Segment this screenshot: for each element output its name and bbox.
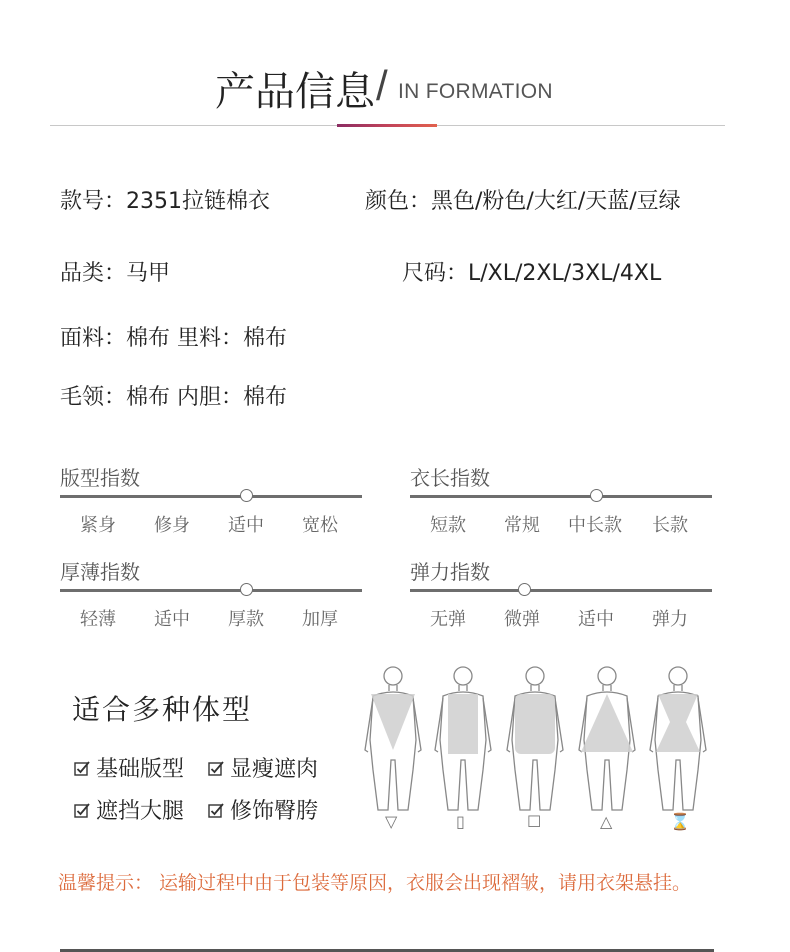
feature-item: [74, 794, 184, 825]
feature-item: [208, 794, 318, 825]
title-slash: /: [376, 62, 388, 109]
body-types-title: 适合多种体型: [72, 693, 253, 726]
info-fabric: 面料：棉布 里料：棉布: [60, 326, 287, 351]
page-title: 产品信息: [215, 69, 375, 115]
shape-symbol: ▯: [456, 812, 465, 831]
body-figure-inverted-triangle: [365, 667, 421, 810]
scale-indicator: [590, 489, 603, 502]
body-figure-round: [507, 667, 563, 810]
checkbox-icon: [208, 802, 224, 818]
scale-thickness: [60, 556, 364, 630]
info-size: 尺码：L/XL/2XL/3XL/4XL: [402, 261, 662, 286]
page-subtitle-en: IN FORMATION: [398, 80, 553, 103]
scale-length: [410, 462, 714, 536]
scale-fit: [60, 462, 364, 536]
scale-indicator: [240, 583, 253, 596]
info-color: 颜色：黑色/粉色/大红/天蓝/豆绿: [365, 189, 681, 214]
scale-track: [60, 495, 362, 498]
scale-option: 中长款: [568, 515, 622, 536]
feature-item: [208, 752, 318, 783]
shape-symbol: ☐: [527, 812, 542, 831]
body-figure-hourglass: [650, 667, 706, 810]
scale-option: 修身: [154, 515, 190, 536]
feature-label: 基础版型: [96, 757, 185, 782]
scale-option: 长款: [652, 515, 688, 536]
body-figure-rectangle: [435, 667, 491, 810]
checkbox-icon: [74, 802, 90, 818]
care-notice: 温馨提示： 运输过程中由于包装等原因，衣服会出现褶皱，请用衣架悬挂。: [58, 872, 692, 894]
scale-track: [410, 495, 712, 498]
scale-title: 衣长指数: [410, 466, 490, 490]
feature-label: 显瘦遮肉: [230, 757, 319, 782]
scale-title: 弹力指数: [410, 560, 490, 584]
shape-symbol: ⌛: [670, 812, 690, 831]
scale-option: 轻薄: [80, 609, 116, 630]
checkbox-icon: [74, 760, 90, 776]
scale-option: 适中: [578, 609, 614, 630]
scale-option: 弹力: [652, 609, 688, 630]
feature-item: [74, 752, 184, 783]
feature-label: 遮挡大腿: [96, 799, 185, 824]
header-accent-bar: [337, 124, 437, 127]
scale-option: 常规: [504, 515, 540, 536]
info-collar: 毛领：棉布 内胆：棉布: [60, 385, 287, 410]
feature-label: 修饰臀胯: [230, 799, 319, 824]
scale-option: 适中: [154, 609, 190, 630]
info-category: 品类：马甲: [60, 261, 171, 286]
shape-symbol: ▽: [385, 812, 398, 831]
body-figure-triangle: [579, 667, 635, 810]
scale-option: 适中: [228, 515, 264, 536]
checkbox-icon: [208, 760, 224, 776]
scale-option: 加厚: [302, 609, 338, 630]
scale-option: 宽松: [302, 515, 338, 536]
scale-title: 厚薄指数: [60, 560, 140, 584]
scale-indicator: [240, 489, 253, 502]
scale-title: 版型指数: [60, 466, 140, 490]
scale-option: 厚款: [228, 609, 264, 630]
scale-track: [410, 589, 712, 592]
scale-elasticity: [410, 556, 714, 630]
scale-indicator: [518, 583, 531, 596]
scale-option: 短款: [430, 515, 466, 536]
shape-symbol: △: [600, 812, 613, 831]
scale-option: 微弹: [504, 609, 540, 630]
scale-option: 紧身: [80, 515, 116, 536]
scale-option: 无弹: [430, 609, 466, 630]
info-style-no: 款号：2351拉链棉衣: [60, 189, 270, 214]
scale-track: [60, 589, 362, 592]
